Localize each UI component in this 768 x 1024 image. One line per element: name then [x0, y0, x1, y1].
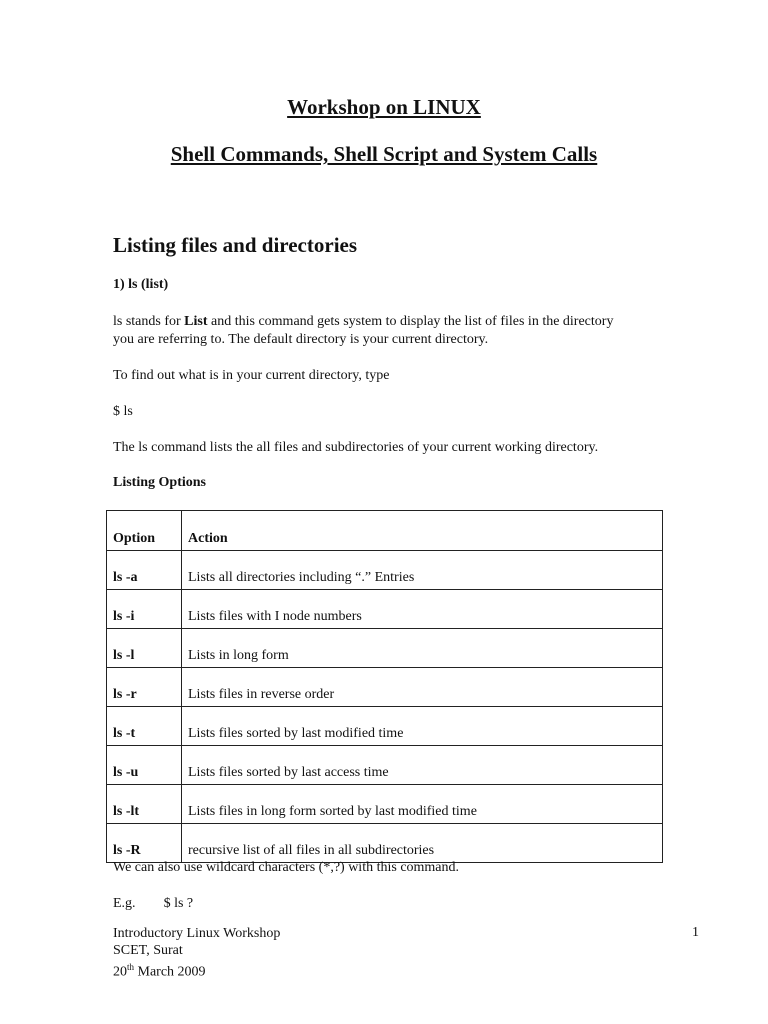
action-cell: Lists files sorted by last modified time	[182, 707, 663, 746]
wildcard-text: We can also use wildcard characters (*,?) with this command.	[113, 860, 460, 875]
action-cell: Lists files in long form sorted by last modified time	[182, 785, 663, 824]
action-cell: Lists files in reverse order	[182, 668, 663, 707]
table-row	[107, 629, 663, 668]
page-number: 1	[692, 925, 699, 940]
table-row	[107, 590, 663, 629]
footer-date	[113, 959, 280, 981]
option-cell: ls -a	[107, 551, 182, 590]
table-row	[107, 551, 663, 590]
ls-description: The ls command lists the all files and subdirectories of your current working directory.	[113, 440, 599, 455]
example-command: $ ls ?	[163, 896, 194, 911]
footer-date-rest: March 2009	[134, 964, 206, 980]
option-cell: ls -t	[107, 707, 182, 746]
table-row	[107, 707, 663, 746]
option-cell: ls -u	[107, 746, 182, 785]
footer-date-day: 20	[113, 964, 127, 980]
option-cell: ls -R	[107, 824, 182, 863]
example-line	[113, 895, 193, 913]
intro-bold-list: List	[184, 314, 208, 329]
command-subheading: 1) ls (list)	[113, 277, 169, 292]
footer-workshop: Introductory Linux Workshop	[113, 926, 281, 941]
intro-text-part2: and this command gets system to display the list of files in the directory	[207, 314, 614, 329]
option-cell: ls -i	[107, 590, 182, 629]
option-cell: ls -lt	[107, 785, 182, 824]
listing-options-heading: Listing Options	[113, 475, 206, 490]
action-cell: Lists files sorted by last access time	[182, 746, 663, 785]
action-cell: recursive list of all files in all subdirectories	[182, 824, 663, 863]
action-cell: Lists in long form	[182, 629, 663, 668]
footer-institute: SCET, Surat	[113, 943, 183, 958]
table-header-row	[107, 511, 663, 551]
option-cell: ls -l	[107, 629, 182, 668]
page-footer	[113, 925, 280, 981]
document-subtitle: Shell Commands, Shell Script and System Calls	[170, 142, 598, 166]
option-cell: ls -r	[107, 668, 182, 707]
find-out-text: To find out what is in your current directory, type	[113, 368, 390, 383]
header-option: Option	[107, 511, 182, 551]
action-cell: Lists files with I node numbers	[182, 590, 663, 629]
footer-date-suffix: th	[127, 962, 135, 972]
example-label: E.g.	[113, 896, 136, 911]
intro-text-part1: ls stands for	[113, 314, 185, 329]
intro-text-line2: you are referring to. The default directory is your current directory.	[113, 332, 489, 347]
intro-paragraph	[113, 313, 613, 349]
table-row	[107, 668, 663, 707]
options-table	[106, 510, 663, 863]
table-row	[107, 746, 663, 785]
action-cell: Lists all directories including “.” Entries	[182, 551, 663, 590]
document-title: Workshop on LINUX	[287, 95, 481, 119]
table-row	[107, 824, 663, 863]
header-action: Action	[182, 511, 663, 551]
table-row	[107, 785, 663, 824]
command-example: $ ls	[113, 404, 133, 419]
section-heading: Listing files and directories	[113, 233, 358, 257]
